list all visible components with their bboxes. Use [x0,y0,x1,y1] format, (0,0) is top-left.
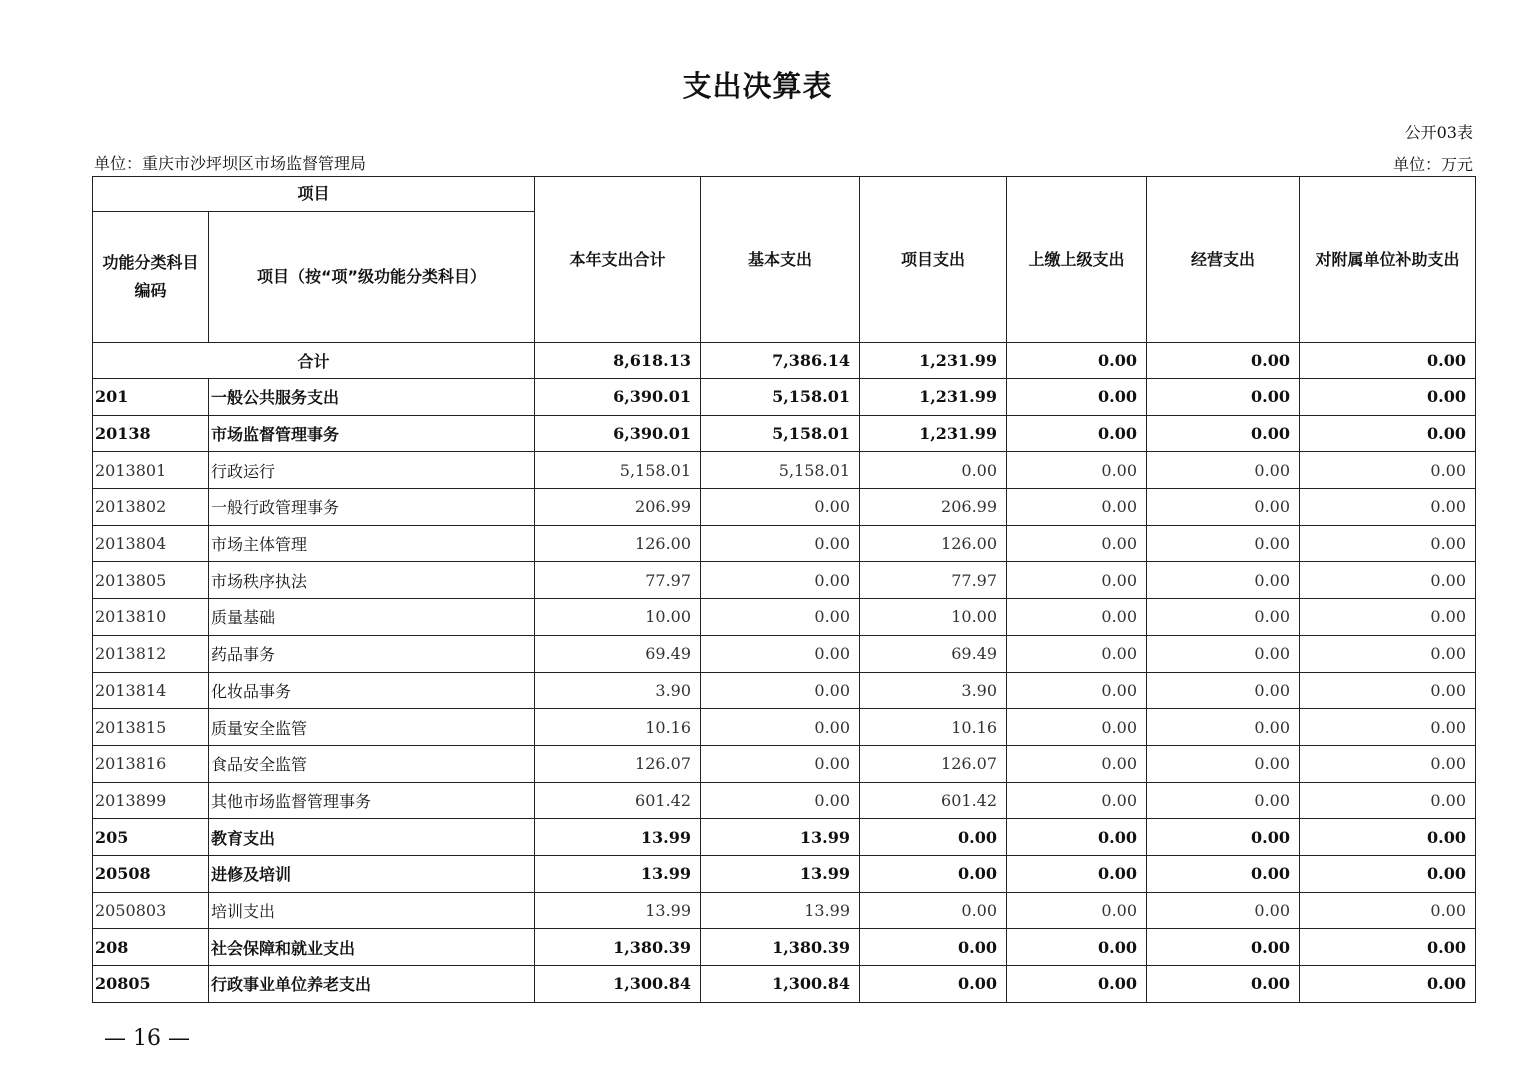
row-value: 0.00 [1300,672,1476,709]
row-value: 0.00 [860,819,1007,856]
row-value: 0.00 [860,892,1007,929]
row-value: 206.99 [535,489,701,526]
table-row [93,709,1476,746]
row-value: 0.00 [1300,489,1476,526]
row-code: 201 [93,379,209,416]
row-value: 0.00 [1300,709,1476,746]
row-name: 化妆品事务 [209,672,535,709]
header-project: 项目 [93,177,535,212]
row-name: 教育支出 [209,819,535,856]
row-value: 5,158.01 [701,415,860,452]
row-value: 0.00 [1147,415,1300,452]
row-value: 13.99 [535,892,701,929]
row-value: 0.00 [1147,782,1300,819]
row-value: 0.00 [701,635,860,672]
row-name: 进修及培训 [209,855,535,892]
row-value: 13.99 [701,892,860,929]
row-value: 0.00 [701,525,860,562]
row-value: 126.07 [535,745,701,782]
row-value: 0.00 [1007,635,1147,672]
total-value: 1,231.99 [860,343,1007,379]
row-code: 2013810 [93,599,209,636]
total-value: 7,386.14 [701,343,860,379]
row-value: 0.00 [1007,672,1147,709]
row-value: 0.00 [860,929,1007,966]
row-value: 77.97 [535,562,701,599]
total-value: 8,618.13 [535,343,701,379]
header-name: 项目（按“项”级功能分类科目） [209,212,535,343]
row-value: 0.00 [701,599,860,636]
row-value: 0.00 [701,782,860,819]
row-name: 行政事业单位养老支出 [209,966,535,1003]
row-code: 2013816 [93,745,209,782]
row-name: 行政运行 [209,452,535,489]
total-label: 合计 [93,343,535,379]
page-number: — 16 — [104,1026,190,1051]
row-value: 0.00 [1007,525,1147,562]
row-code: 2013812 [93,635,209,672]
row-name: 一般行政管理事务 [209,489,535,526]
table-row [93,745,1476,782]
table-row [93,489,1476,526]
row-code: 2050803 [93,892,209,929]
row-value: 13.99 [701,855,860,892]
row-name: 社会保障和就业支出 [209,929,535,966]
row-value: 0.00 [1300,819,1476,856]
row-code: 20138 [93,415,209,452]
row-value: 69.49 [860,635,1007,672]
row-name: 市场监督管理事务 [209,415,535,452]
row-value: 0.00 [1007,855,1147,892]
row-value: 0.00 [1007,782,1147,819]
row-value: 0.00 [1007,379,1147,416]
row-value: 0.00 [1007,452,1147,489]
row-value: 69.49 [535,635,701,672]
row-value: 6,390.01 [535,379,701,416]
row-value: 1,231.99 [860,415,1007,452]
row-code: 2013815 [93,709,209,746]
row-value: 0.00 [1300,415,1476,452]
row-value: 0.00 [1147,929,1300,966]
row-value: 0.00 [1147,672,1300,709]
row-value: 77.97 [860,562,1007,599]
row-value: 126.07 [860,745,1007,782]
table-row [93,599,1476,636]
table-row [93,379,1476,416]
row-value: 0.00 [1007,415,1147,452]
row-name: 质量安全监管 [209,709,535,746]
table-row [93,562,1476,599]
row-value: 1,300.84 [535,966,701,1003]
row-value: 10.16 [535,709,701,746]
row-value: 0.00 [1007,819,1147,856]
row-value: 0.00 [701,672,860,709]
row-value: 0.00 [860,452,1007,489]
row-value: 6,390.01 [535,415,701,452]
row-name: 市场秩序执法 [209,562,535,599]
row-value: 0.00 [1300,966,1476,1003]
row-value: 10.16 [860,709,1007,746]
row-value: 10.00 [535,599,701,636]
row-value: 601.42 [860,782,1007,819]
table-number: 公开03表 [1404,123,1473,142]
row-value: 0.00 [701,562,860,599]
row-value: 0.00 [701,489,860,526]
row-value: 3.90 [535,672,701,709]
row-code: 2013802 [93,489,209,526]
row-value: 1,300.84 [701,966,860,1003]
row-value: 0.00 [1300,599,1476,636]
row-value: 0.00 [1007,562,1147,599]
row-value: 13.99 [701,819,860,856]
row-value: 0.00 [1147,635,1300,672]
total-value: 0.00 [1007,343,1147,379]
row-code: 2013804 [93,525,209,562]
row-value: 0.00 [701,709,860,746]
row-code: 2013814 [93,672,209,709]
row-value: 0.00 [1147,966,1300,1003]
row-value: 0.00 [1147,709,1300,746]
row-value: 0.00 [1147,489,1300,526]
row-value: 0.00 [1300,635,1476,672]
row-value: 0.00 [1007,929,1147,966]
row-code: 2013801 [93,452,209,489]
row-value: 13.99 [535,819,701,856]
row-value: 0.00 [701,745,860,782]
table-row [93,966,1476,1003]
table-row [93,892,1476,929]
row-value: 13.99 [535,855,701,892]
row-name: 培训支出 [209,892,535,929]
unit-organization: 单位：重庆市沙坪坝区市场监督管理局 [94,154,367,173]
row-value: 0.00 [1147,379,1300,416]
header-code: 功能分类科目编码 [93,212,209,343]
page-title: 支出决算表 [682,69,833,103]
row-value: 0.00 [1300,855,1476,892]
table-row [93,415,1476,452]
table-row [93,819,1476,856]
row-value: 1,231.99 [860,379,1007,416]
row-value: 0.00 [1300,892,1476,929]
row-value: 126.00 [535,525,701,562]
row-value: 0.00 [1007,709,1147,746]
table-row [93,929,1476,966]
row-value: 0.00 [1300,562,1476,599]
row-value: 126.00 [860,525,1007,562]
row-code: 208 [93,929,209,966]
row-value: 0.00 [1300,929,1476,966]
row-value: 0.00 [1300,452,1476,489]
row-name: 质量基础 [209,599,535,636]
row-name: 食品安全监管 [209,745,535,782]
row-name: 市场主体管理 [209,525,535,562]
row-value: 5,158.01 [701,379,860,416]
row-value: 0.00 [1300,782,1476,819]
row-value: 206.99 [860,489,1007,526]
row-value: 5,158.01 [701,452,860,489]
table-row [93,452,1476,489]
row-value: 0.00 [1007,966,1147,1003]
row-value: 0.00 [1147,599,1300,636]
row-code: 20508 [93,855,209,892]
row-value: 0.00 [1147,745,1300,782]
table-row [93,782,1476,819]
row-value: 0.00 [1147,892,1300,929]
row-value: 5,158.01 [535,452,701,489]
total-value: 0.00 [1147,343,1300,379]
row-value: 0.00 [1007,745,1147,782]
row-value: 601.42 [535,782,701,819]
row-code: 205 [93,819,209,856]
header-basic: 基本支出 [701,177,860,343]
row-value: 1,380.39 [701,929,860,966]
row-name: 药品事务 [209,635,535,672]
table-row [93,635,1476,672]
row-value: 0.00 [1147,855,1300,892]
table-row [93,525,1476,562]
header-upper: 上缴上级支出 [1007,177,1147,343]
row-value: 0.00 [1147,525,1300,562]
row-value: 10.00 [860,599,1007,636]
unit-currency: 单位：万元 [1392,155,1473,174]
header-subsidy: 对附属单位补助支出 [1300,177,1476,343]
header-project-expense: 项目支出 [860,177,1007,343]
row-code: 2013805 [93,562,209,599]
row-value: 0.00 [1300,379,1476,416]
header-business: 经营支出 [1147,177,1300,343]
row-value: 0.00 [1147,819,1300,856]
row-name: 一般公共服务支出 [209,379,535,416]
header-total: 本年支出合计 [535,177,701,343]
total-row [93,343,1476,379]
expenditure-table [92,176,1476,1003]
row-value: 3.90 [860,672,1007,709]
row-value: 0.00 [860,855,1007,892]
row-value: 0.00 [1147,452,1300,489]
row-value: 0.00 [860,966,1007,1003]
row-value: 0.00 [1300,525,1476,562]
row-value: 0.00 [1300,745,1476,782]
row-value: 0.00 [1007,489,1147,526]
table-row [93,672,1476,709]
row-value: 0.00 [1147,562,1300,599]
row-code: 20805 [93,966,209,1003]
row-name: 其他市场监督管理事务 [209,782,535,819]
row-value: 1,380.39 [535,929,701,966]
row-code: 2013899 [93,782,209,819]
total-value: 0.00 [1300,343,1476,379]
row-value: 0.00 [1007,599,1147,636]
table-row [93,855,1476,892]
row-value: 0.00 [1007,892,1147,929]
